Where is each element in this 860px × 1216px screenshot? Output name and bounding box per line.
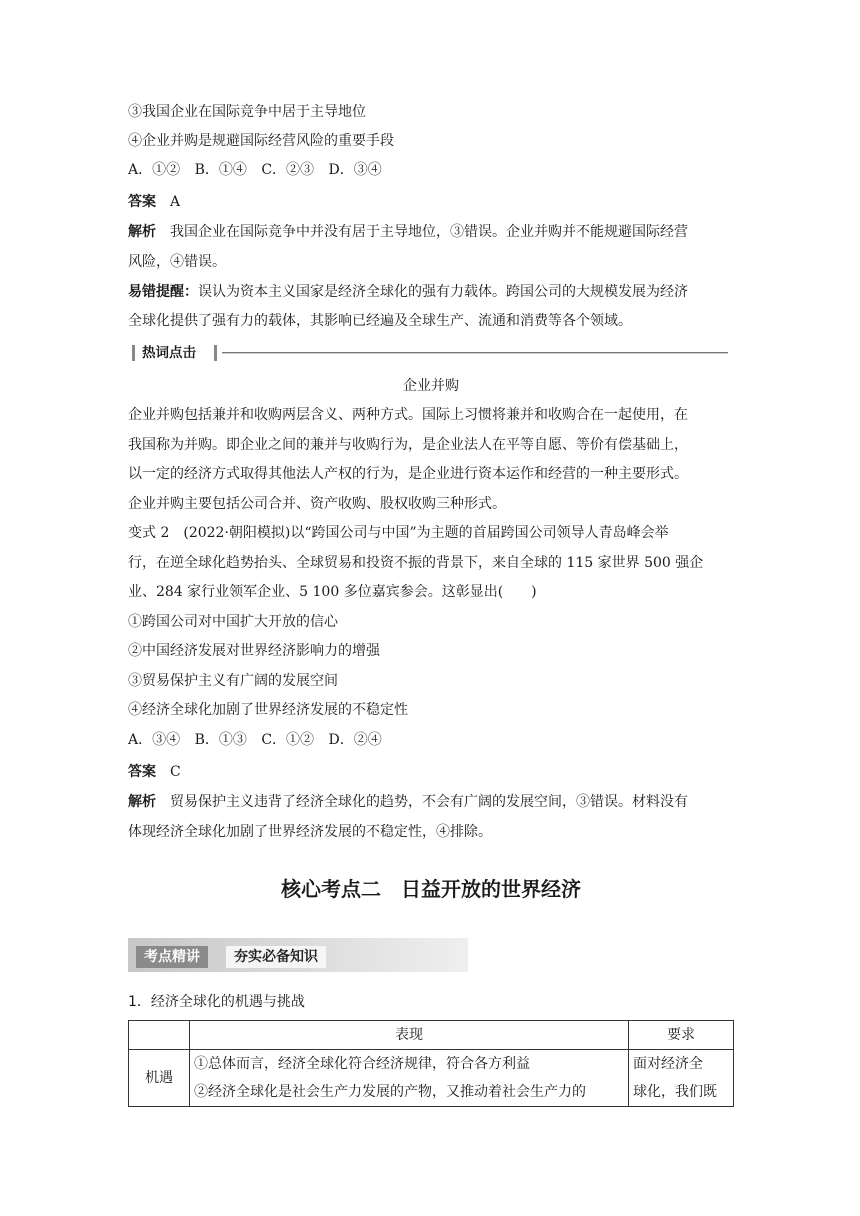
- q2-answer-value: C: [170, 764, 181, 780]
- q2-stem-3: 业、284 家行业领军企业、5 100 多位嘉宾参会。这彰显出( ): [128, 584, 537, 600]
- subsection-heading: 1．经济全球化的机遇与挑战: [128, 994, 305, 1010]
- analysis-text-1: 我国企业在国际竞争中并没有居于主导地位，③错误。企业并购并不能规避国际经营: [170, 224, 688, 240]
- q2-stem-2: 行，在逆全球化趋势抬头、全球贸易和投资不振的背景下，来自全球的 115 家世界 500 强企: [128, 555, 704, 571]
- row-label-cell: 机遇: [129, 1050, 190, 1107]
- q2-choices-line: [128, 728, 382, 752]
- tip-line-2: 全球化提供了强有力的载体，其影响已经遍及全球生产、流通和消费等各个领域。: [128, 313, 632, 329]
- row-content-line-2: ②经济全球化是社会生产力发展的产物，又推动着社会生产力的: [194, 1084, 586, 1100]
- answer-line: [128, 190, 180, 214]
- table-header-cell: 表现: [190, 1021, 629, 1050]
- hot-word-line-1: 企业并购包括兼并和收购两层含义、两种方式。国际上习惯将兼并和收购合在一起使用，在: [128, 407, 688, 423]
- answer-value: A: [170, 194, 181, 210]
- hot-word-title: 企业并购: [403, 378, 459, 394]
- q2-analysis-line-2: 体现经济全球化加剧了世界经济发展的不稳定性，④排除。: [128, 824, 492, 840]
- q2-option-3: ③贸易保护主义有广阔的发展空间: [128, 673, 338, 689]
- q2-option-1: ①跨国公司对中国扩大开放的信心: [128, 614, 338, 630]
- choice-a: A．①②: [128, 162, 181, 178]
- q2-choice-b: B．①③: [194, 732, 247, 748]
- section-banner: [128, 938, 468, 972]
- row-requirement-cell: [629, 1050, 734, 1107]
- table-header-cell: [129, 1021, 190, 1050]
- bar-marker: [132, 345, 135, 361]
- q2-analysis-text-1: 贸易保护主义违背了经济全球化的趋势，不会有广阔的发展空间，③错误。材料没有: [170, 794, 688, 810]
- q2-option-2: ②中国经济发展对世界经济影响力的增强: [128, 643, 380, 659]
- section-title: 核心考点二 日益开放的世界经济: [281, 877, 581, 901]
- tip-line-1: [128, 280, 688, 304]
- analysis-label: 解析: [128, 224, 156, 240]
- row-content-line-1: ①总体而言，经济全球化符合经济规律，符合各方利益: [194, 1056, 530, 1072]
- q2-analysis-line-1: [128, 790, 688, 814]
- q2-analysis-label: 解析: [128, 794, 156, 810]
- choice-d: D．③④: [328, 162, 382, 178]
- bar-rule: [222, 352, 728, 354]
- hot-word-line-3: 以一定的经济方式取得其他法人产权的行为，是企业进行资本运作和经营的一种主要形式。: [128, 466, 688, 482]
- row-requirement-line-1: 面对经济全: [633, 1056, 703, 1072]
- option-3: ③我国企业在国际竞争中居于主导地位: [128, 104, 366, 120]
- choice-b: B．①④: [194, 162, 247, 178]
- bar-marker-2: [214, 345, 217, 361]
- tip-text-1: 误认为资本主义国家是经济全球化的强有力载体。跨国公司的大规模发展为经济: [198, 284, 688, 300]
- banner-tag-primary: 考点精讲: [136, 946, 208, 968]
- banner-tag-secondary: 夯实必备知识: [226, 946, 326, 968]
- q2-choice-d: D．②④: [328, 732, 382, 748]
- row-requirement-line-2: 球化，我们既: [633, 1084, 717, 1100]
- analysis-line-2: 风险，④错误。: [128, 254, 226, 270]
- hot-word-line-2: 我国称为并购。即企业之间的兼并与收购行为，是企业法人在平等自愿、等价有偿基础上，: [128, 437, 688, 453]
- q2-choice-c: C．①②: [261, 732, 315, 748]
- opportunity-challenge-table: [128, 1020, 734, 1107]
- hot-word-bar: [128, 342, 728, 364]
- q2-answer-line: [128, 760, 181, 784]
- q2-stem-1: 变式 2 (2022·朝阳模拟)以“跨国公司与中国”为主题的首届跨国公司领导人青岛峰会举: [128, 525, 669, 541]
- table-row: [129, 1050, 734, 1107]
- analysis-line-1: [128, 220, 688, 244]
- table-header-cell: 要求: [629, 1021, 734, 1050]
- hot-word-bar-label: 热词点击: [142, 345, 196, 361]
- q2-choice-a: A．③④: [128, 732, 181, 748]
- row-content-cell: [190, 1050, 629, 1107]
- q2-answer-label: 答案: [128, 764, 156, 780]
- tip-label: 易错提醒：: [128, 284, 198, 300]
- choices-line: [128, 158, 382, 182]
- hot-word-line-4: 企业并购主要包括公司合并、资产收购、股权收购三种形式。: [128, 496, 506, 512]
- answer-label: 答案: [128, 194, 156, 210]
- choice-c: C．②③: [261, 162, 315, 178]
- option-4: ④企业并购是规避国际经营风险的重要手段: [128, 133, 394, 149]
- table-header-row: [129, 1021, 734, 1050]
- q2-option-4: ④经济全球化加剧了世界经济发展的不稳定性: [128, 702, 408, 718]
